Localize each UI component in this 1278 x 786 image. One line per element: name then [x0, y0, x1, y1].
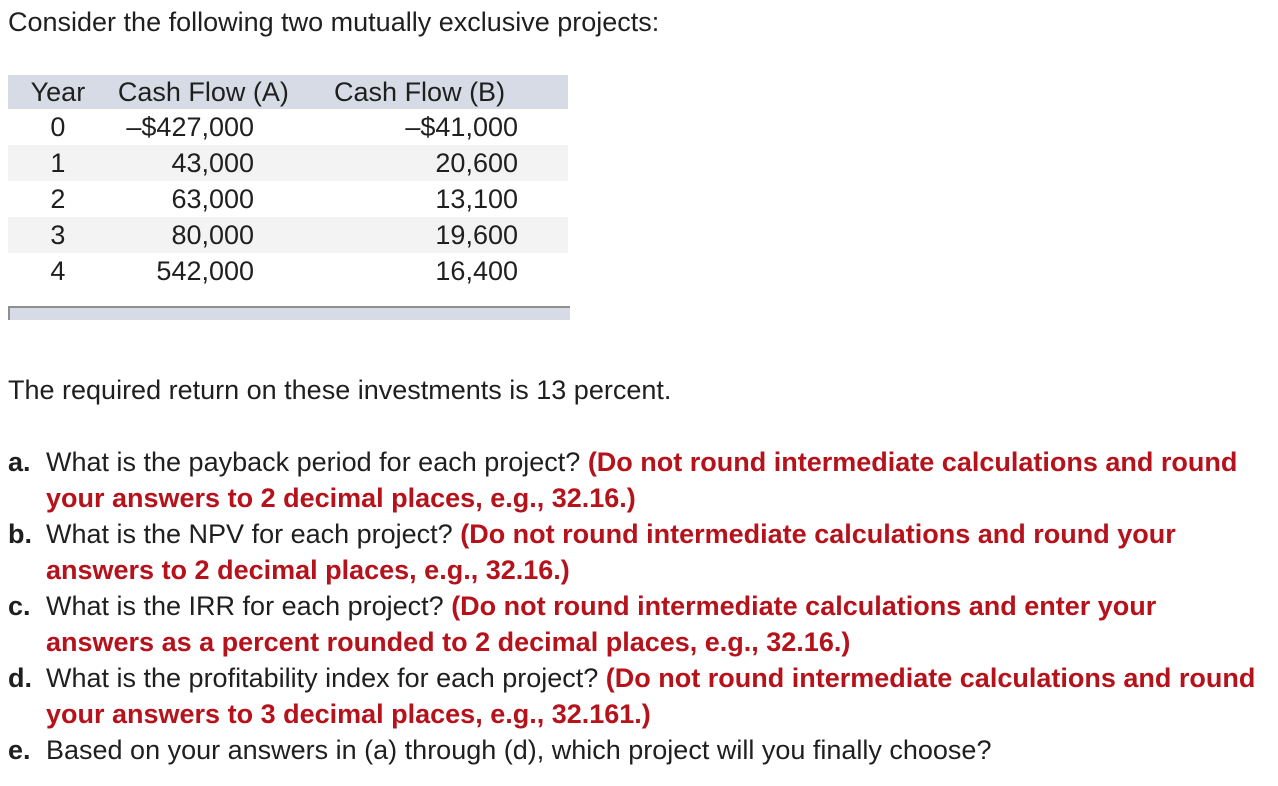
- cell-cash-flow-b: –$41,000: [405, 112, 518, 142]
- required-return-text: The required return on these investments is 13 percent.: [8, 375, 672, 405]
- question-letter: c.: [8, 591, 31, 621]
- question-hint: (Do not round intermediate calculations and enter your answers as a percent rounded to 2 decimal places, e.g., 32.16.): [46, 591, 1157, 657]
- cell-cash-flow-a: 80,000: [171, 220, 255, 250]
- question-item: [8, 588, 1268, 660]
- table-row: [8, 145, 568, 181]
- cell-cash-flow-b: 16,400: [435, 256, 518, 286]
- cell-cash-flow-b: 13,100: [435, 184, 518, 214]
- cell-year: 2: [50, 184, 66, 214]
- header-cash-flow-a: Cash Flow (A): [117, 77, 289, 107]
- table-header-row: [8, 75, 568, 109]
- question-hint: (Do not round intermediate calculations and round your answers to 3 decimal places, e.g., 32.161.): [46, 663, 1256, 729]
- table-row: [8, 217, 568, 253]
- table-row: [8, 109, 568, 145]
- intro-text: Consider the following two mutually exclusive projects:: [8, 7, 660, 37]
- cell-year: 0: [50, 112, 66, 142]
- question-letter: e.: [8, 735, 31, 765]
- question-item: [8, 444, 1268, 516]
- table-row: [8, 253, 568, 289]
- question-item: [8, 660, 1268, 732]
- cell-cash-flow-b: 20,600: [435, 148, 518, 178]
- cash-flow-table-container: [8, 75, 570, 289]
- question-text: What is the profitability index for each project?: [46, 663, 599, 693]
- question-item: [8, 732, 1268, 768]
- table-horizontal-scrollbar[interactable]: [8, 306, 570, 320]
- cell-cash-flow-a: 63,000: [171, 184, 255, 214]
- question-text: What is the IRR for each project?: [46, 591, 444, 621]
- question-letter: b.: [8, 519, 32, 549]
- cell-cash-flow-a: 542,000: [156, 256, 255, 286]
- cash-flow-table: [8, 75, 568, 289]
- question-letter: d.: [8, 663, 32, 693]
- header-cash-flow-b: Cash Flow (B): [334, 77, 506, 107]
- question-text: What is the NPV for each project?: [46, 519, 453, 549]
- header-year: Year: [30, 77, 86, 107]
- cell-cash-flow-b: 19,600: [435, 220, 518, 250]
- cell-year: 3: [50, 220, 66, 250]
- question-text: What is the payback period for each project?: [46, 447, 581, 477]
- question-letter: a.: [8, 447, 31, 477]
- question-item: [8, 516, 1268, 588]
- question-text: Based on your answers in (a) through (d), which project will you finally choose?: [46, 735, 992, 765]
- cell-cash-flow-a: –$427,000: [126, 112, 255, 142]
- table-row: [8, 181, 568, 217]
- cell-cash-flow-a: 43,000: [171, 148, 255, 178]
- question-hint: (Do not round intermediate calculations and round your answers to 2 decimal places, e.g., 32.16.): [46, 519, 1176, 585]
- cell-year: 1: [50, 148, 66, 178]
- cell-year: 4: [50, 256, 66, 286]
- question-list: [8, 444, 1268, 768]
- question-hint: (Do not round intermediate calculations and round your answers to 2 decimal places, e.g., 32.16.): [46, 447, 1238, 513]
